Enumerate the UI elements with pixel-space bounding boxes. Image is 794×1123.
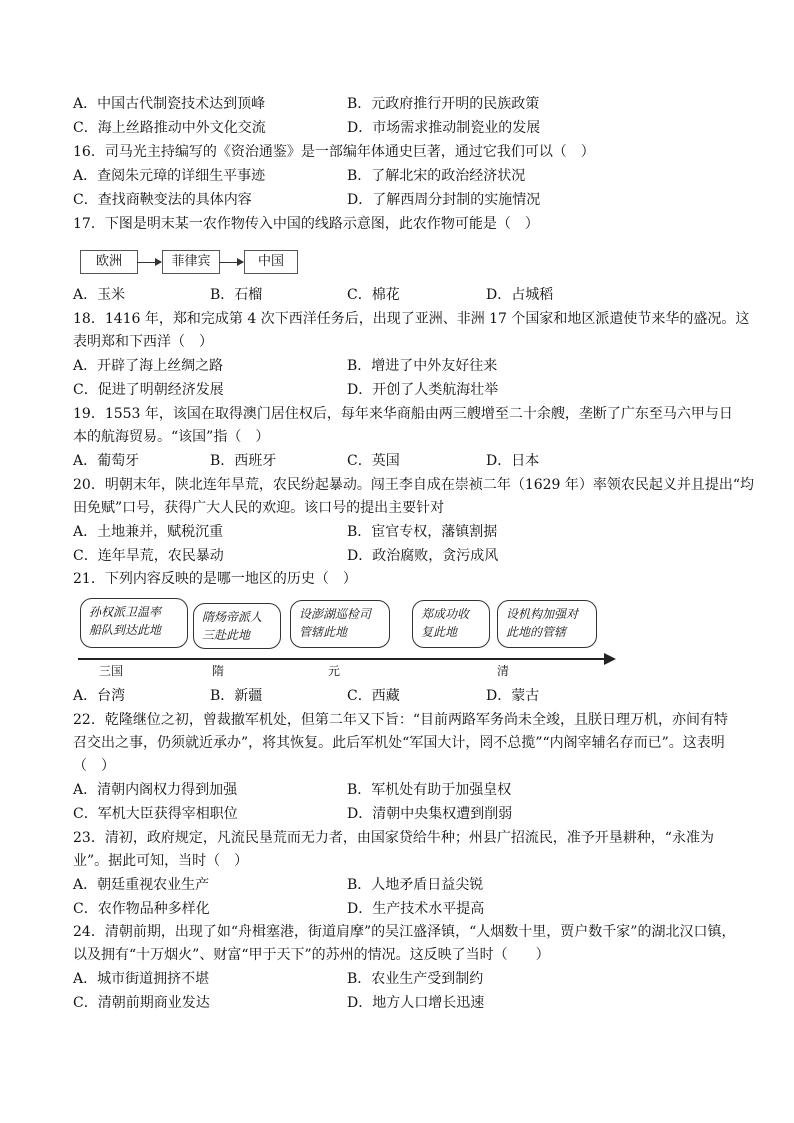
q18-option-a: A．开辟了海上丝绸之路 — [73, 358, 224, 374]
q22-stem-line3: （ ） — [73, 758, 115, 774]
q23-option-d: D．生产技术水平提高 — [347, 901, 485, 917]
q22-option-a: A．清朝内阁权力得到加强 — [73, 782, 238, 798]
q23-stem-line1: 23．清初，政府规定，凡流民垦荒而无力者，由国家贷给牛种；州县广招流民，准予开垦耕种，“永准为 — [73, 830, 714, 846]
q17-option-c: C．棉花 — [347, 287, 400, 303]
timeline-event-text: 郑成功收 — [421, 607, 470, 621]
timeline-event-box — [412, 600, 490, 648]
q22-stem-line1: 22．乾隆继位之初，曾裁撤军机处，但第二年又下旨：“目前两路军务尚未全竣，且朕日理万机，亦间有特 — [73, 712, 728, 728]
q19-option-c: C．英国 — [347, 453, 400, 469]
q24-option-d: D．地方人口增长迅速 — [347, 995, 485, 1011]
q18-option-b: B．增进了中外友好往来 — [347, 358, 498, 374]
q22-option-c: C．军机大臣获得宰相职位 — [73, 806, 238, 822]
q16-option-b: B．了解北宋的政治经济状况 — [347, 168, 526, 184]
q20-stem-line2: 田免赋”口号，获得广大人民的欢迎。该口号的提出主要针对 — [73, 500, 445, 516]
timeline-event-text: 设澎湖巡检司 — [299, 607, 372, 621]
q24-option-b: B．农业生产受到制约 — [347, 971, 484, 987]
q20-option-c: C．连年旱荒，农民暴动 — [73, 548, 224, 564]
q20-option-d: D．政治腐败，贪污成风 — [347, 548, 499, 564]
q24-stem-line1: 24．清朝前期，出现了如“舟楫塞港，街道肩摩”的吴江盛泽镇，“人烟数十里，贾户数千家”的湖北汉口镇， — [73, 924, 736, 940]
q18-stem-line2: 表明郑和下西洋（ ） — [73, 334, 213, 350]
q15-option-a: A．中国古代制瓷技术达到顶峰 — [73, 96, 266, 112]
q18-option-d: D．开创了人类航海壮举 — [347, 382, 499, 398]
timeline-event-text: 此地的管辖 — [506, 625, 567, 639]
q15-option-d: D．市场需求推动制瓷业的发展 — [347, 120, 541, 136]
q23-option-a: A．朝廷重视农业生产 — [73, 877, 210, 893]
q21-stem: 21．下列内容反映的是哪一地区的历史（ ） — [73, 571, 357, 587]
q22-stem-line2: 召交出之事，仍须就近承办”，将其恢复。此后军机处“军国大计，罔不总揽”“内阁宰辅名存而已”。这表明 — [73, 735, 725, 751]
q21-option-c: C．西藏 — [347, 688, 400, 704]
timeline-event-text: 复此地 — [421, 625, 458, 639]
timeline-event-text: 设机构加强对 — [506, 607, 579, 621]
timeline-event-text: 船队到达此地 — [89, 623, 162, 637]
timeline-axis — [78, 658, 608, 660]
route-arrow — [137, 262, 161, 263]
q23-stem-line2: 业”。据此可知，当时（ ） — [73, 853, 249, 869]
q24-stem-line2: 以及拥有“十万烟火”、财富“甲于天下”的苏州的情况。这反映了当时（ ） — [73, 947, 550, 963]
q17-option-d: D．占城稻 — [486, 287, 554, 303]
q17-stem: 17．下图是明末某一农作物传入中国的线路示意图，此农作物可能是（ ） — [73, 216, 539, 232]
timeline-event-box — [497, 600, 597, 648]
timeline-event-text: 孙权派卫温率 — [89, 605, 162, 619]
q15-option-b: B．元政府推行开明的民族政策 — [347, 96, 540, 112]
q21-option-a: A．台湾 — [73, 688, 126, 704]
q21-option-d: D．蒙古 — [486, 688, 540, 704]
q22-option-b: B．军机处有助于加强皇权 — [347, 782, 512, 798]
timeline-event-text: 管辖此地 — [299, 625, 348, 639]
timeline-era-label: 清 — [497, 664, 510, 678]
q15-option-c: C．海上丝路推动中外文化交流 — [73, 120, 266, 136]
q21-option-b: B．新疆 — [210, 688, 263, 704]
q19-stem-line2: 本的航海贸易。“该国”指（ ） — [73, 429, 270, 445]
q18-stem-line1: 18．1416 年，郑和完成第 4 次下西洋任务后，出现了亚洲、非洲 17 个国家和地区派遣使节来华的盛况。这 — [73, 311, 750, 327]
q20-option-b: B．宦官专权，藩镇割据 — [347, 524, 498, 540]
q24-option-c: C．清朝前期商业发达 — [73, 995, 210, 1011]
q22-option-d: D．清朝中央集权遭到削弱 — [347, 806, 513, 822]
q18-option-c: C．促进了明朝经济发展 — [73, 382, 224, 398]
q19-option-d: D．日本 — [486, 453, 540, 469]
route-box-philippines: 菲律宾 — [162, 250, 220, 274]
q19-stem-line1: 19．1553 年，该国在取得澳门居住权后，每年来华商船由两三艘增至二十余艘，垄断了广东至马六甲与日 — [73, 406, 733, 422]
q20-stem-line1: 20．明朝末年，陕北连年旱荒，农民纷起暴动。闯王李自成在崇祯二年（1629 年）率领农民起义并且提出“均 — [73, 477, 755, 493]
q23-option-c: C．农作物品种多样化 — [73, 901, 210, 917]
q16-option-d: D．了解西周分封制的实施情况 — [347, 192, 541, 208]
timeline-event-box — [290, 600, 390, 648]
timeline-event-box — [80, 598, 188, 648]
route-box-china: 中国 — [244, 250, 298, 274]
q19-option-a: A．葡萄牙 — [73, 453, 140, 469]
timeline-event-text: 隋炀帝派人 — [202, 610, 263, 624]
timeline-era-label: 隋 — [212, 664, 225, 678]
q16-option-c: C．查找商鞅变法的具体内容 — [73, 192, 252, 208]
q17-option-b: B．石榴 — [210, 287, 263, 303]
q23-option-b: B．人地矛盾日益尖锐 — [347, 877, 484, 893]
timeline-era-label: 元 — [328, 664, 341, 678]
q16-stem: 16．司马光主持编写的《资治通鉴》是一部编年体通史巨著，通过它我们可以（ ） — [73, 144, 595, 160]
q19-option-b: B．西班牙 — [210, 453, 277, 469]
route-box-europe: 欧洲 — [80, 250, 138, 274]
timeline-era-label: 三国 — [99, 664, 124, 678]
q20-option-a: A．土地兼并，赋税沉重 — [73, 524, 224, 540]
q16-option-a: A．查阅朱元璋的详细生平事迹 — [73, 168, 266, 184]
route-arrow — [219, 262, 243, 263]
q17-option-a: A．玉米 — [73, 287, 126, 303]
timeline-event-box — [193, 603, 281, 649]
timeline-event-text: 三赴此地 — [202, 628, 251, 642]
q24-option-a: A．城市街道拥挤不堪 — [73, 971, 210, 987]
